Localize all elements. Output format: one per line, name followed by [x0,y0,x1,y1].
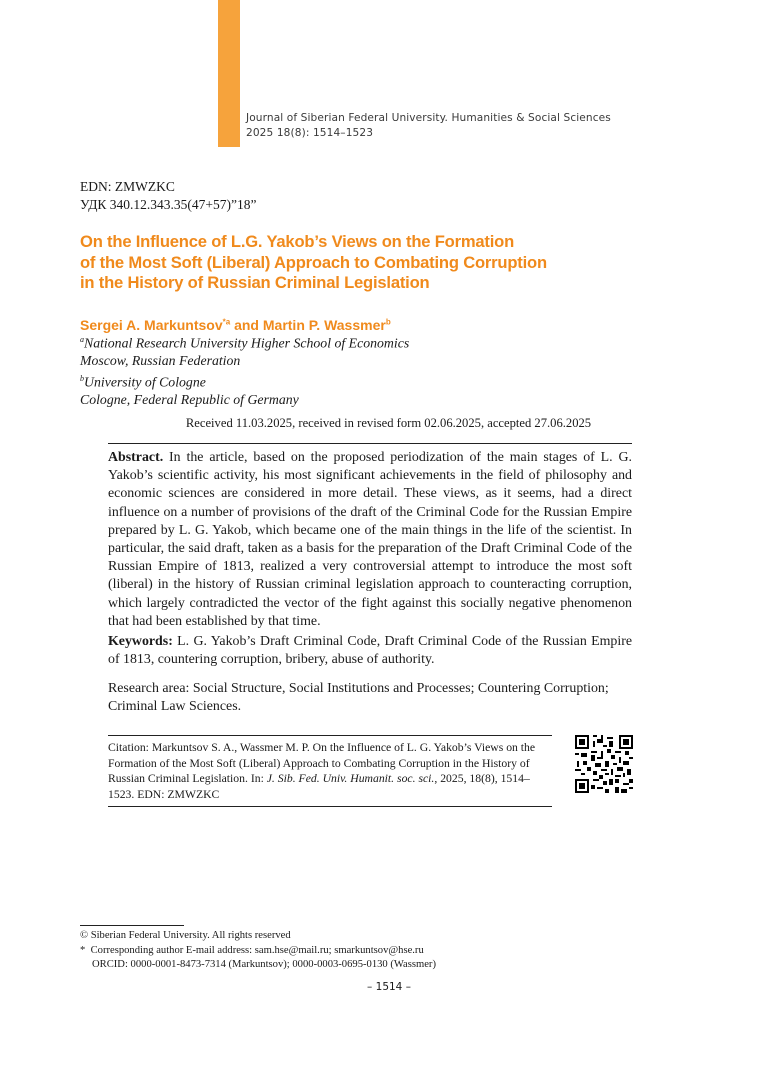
citation-suffix: , 2025, 18(8), 1514–1523. EDN: ZMWZKC [108,772,530,801]
journal-issue: 2025 18(8): 1514–1523 [246,127,374,139]
affiliation-b [80,370,409,391]
author-affiliation-mark: b [385,317,391,327]
author-joiner: and [230,317,263,333]
divider [108,806,552,807]
author-name: Martin P. Wassmer [262,317,386,333]
title-line: in the History of Russian Criminal Legislation [80,273,430,292]
footnote-divider [80,925,184,926]
udk-code: УДК 340.12.343.35(47+57)”18” [80,196,257,212]
citation-journal: J. Sib. Fed. Univ. Humanit. soc. sci. [266,772,435,786]
keywords [108,633,632,669]
citation-prefix: Citation: Markuntsov S. A., Wassmer M. P. On the Influence of L. G. Yakob’s Views on the Formation of the Most Soft (Liberal) Approach to Combating Corruption in the History of Russian Criminal Legislation. In: [108,741,536,786]
article-title [80,232,640,294]
affiliation-location: Cologne, Federal Republic of Germany [80,392,299,408]
abstract-text: In the article, based on the proposed periodization of the main stages of L. G. Yakob’s scientific activity, his most significant achievements in the field of philosophy and economic sciences are considered in more detail. These views, as it seems, had a direct influence on a number of provisions of the draft of the Criminal Code for the Russian Empire prepared by L. G. Yakob, which became one of the main things in the life of the scientist. In particular, the said draft, taken as a basis for the preparation of the Draft Criminal Code of the Russian Empire of 1813, realized a very controversial attempt to introduce the most soft (liberal) in the history of Russian criminal legislation approach to counteracting corruption, which largely contradicted the vector of the fight against this socially negative phenomenon that had been established by that time. [108,450,632,629]
page-number: – 1514 – [367,981,411,993]
affiliation-a [80,331,409,352]
qr-code-icon[interactable] [575,735,633,793]
orcid-note: ORCID: 0000-0001-8473-7314 (Markuntsov); 0000-0003-0695-0130 (Wassmer) [92,959,436,971]
edn-code: EDN: ZMWZKC [80,179,175,194]
received-dates: Received 11.03.2025, received in revised form 02.06.2025, accepted 27.06.2025 [185,416,592,430]
affiliation-text: University of Cologne [84,374,206,390]
title-line: of the Most Soft (Liberal) Approach to Combating Corruption [80,252,547,272]
divider [108,443,632,444]
affiliation-text: National Research University Higher School of Economics [84,335,410,351]
corresponding-author-note: * Corresponding author E-mail address: sam.hse@mail.ru; smarkuntsov@hse.ru [80,944,424,956]
divider [108,735,552,736]
affiliations [80,331,409,409]
research-area: Research area: Social Structure, Social Institutions and Processes; Countering Corruption; Criminal Law Sciences. [108,681,609,715]
journal-header [246,111,611,141]
affiliation-mark: b [80,374,84,383]
article-identifiers [80,178,257,213]
author-affiliation-mark: *a [222,317,231,327]
journal-accent-bar [218,0,240,147]
journal-name: Journal of Siberian Federal University. Humanities & Social Sciences [246,112,611,124]
copyright-note: © Siberian Federal University. All rights reserved [80,930,291,941]
keywords-text: L. G. Yakob’s Draft Criminal Code, Draft Criminal Code of the Russian Empire of 1813, countering corruption, bribery, abuse of authority. [108,634,632,668]
abstract-label: Abstract. [108,450,164,465]
footnotes [80,929,436,973]
citation [108,740,554,802]
abstract [108,449,632,631]
title-line: On the Influence of L.G. Yakob’s Views on the Formation [80,232,515,251]
author-name: Sergei A. Markuntsov [80,317,223,333]
affiliation-location: Moscow, Russian Federation [80,353,241,369]
keywords-label: Keywords: [108,634,173,649]
affiliation-mark: a [80,335,84,344]
